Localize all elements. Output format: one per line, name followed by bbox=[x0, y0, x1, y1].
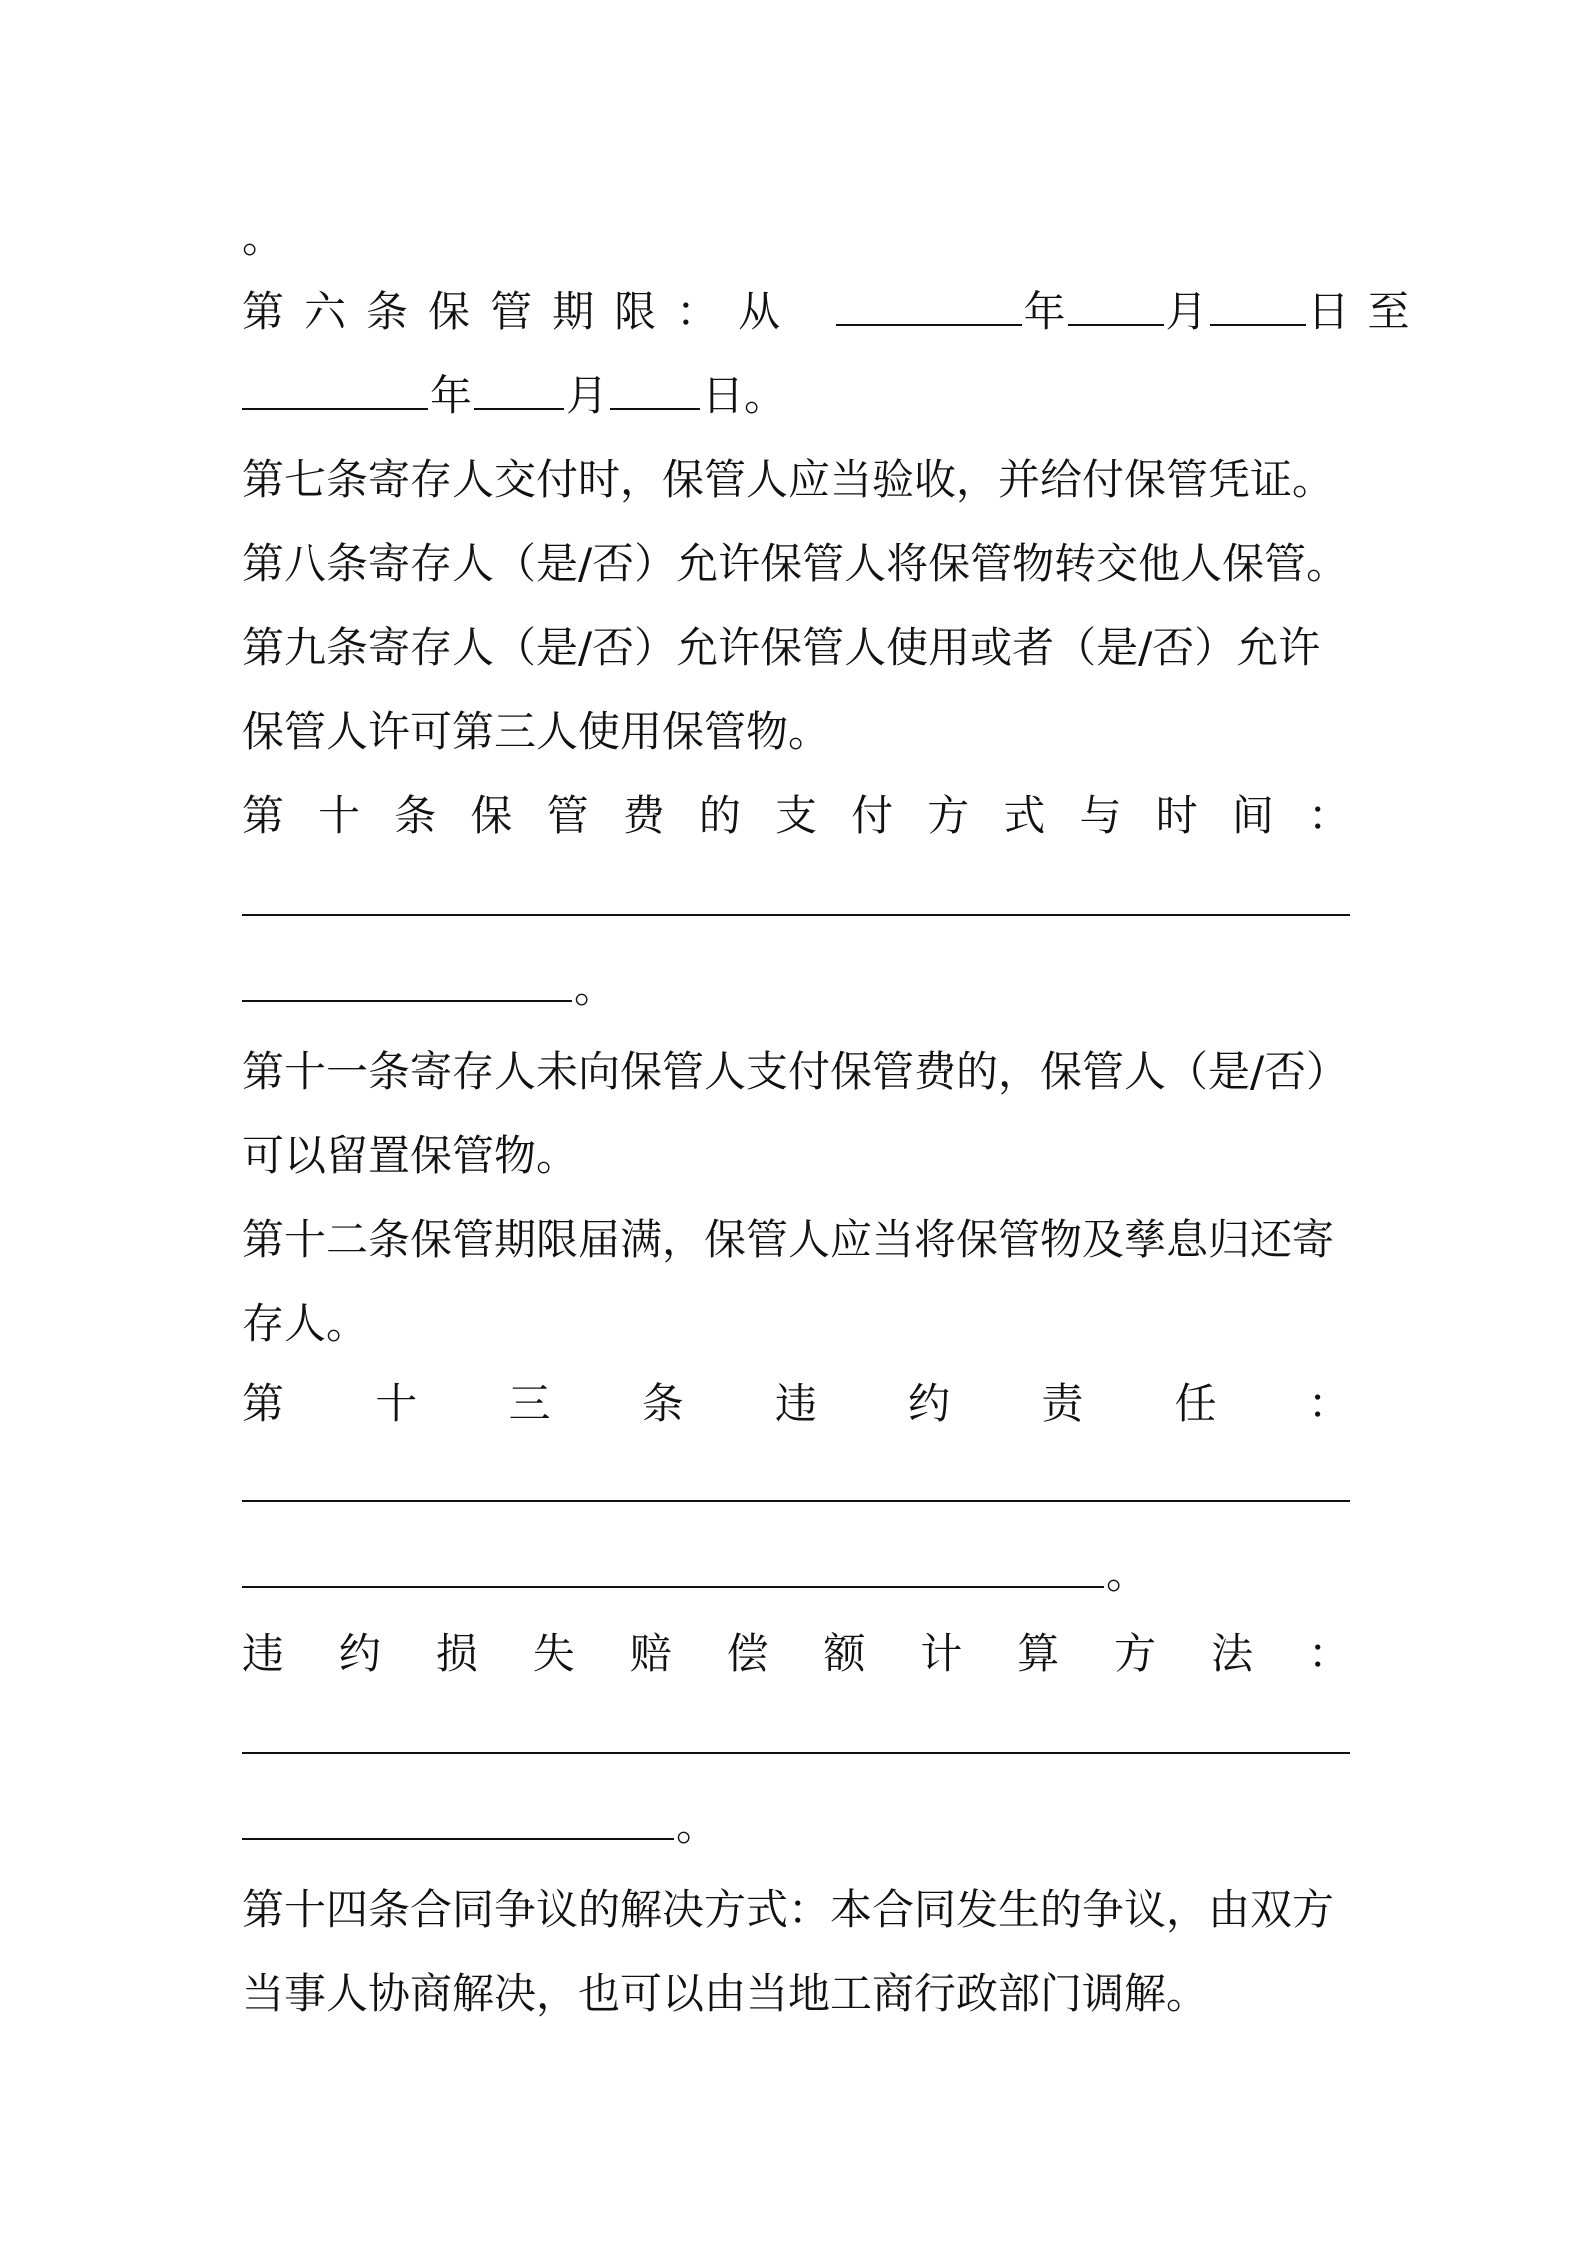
blank-month-to[interactable] bbox=[474, 356, 564, 410]
article-10-blank-line-1[interactable] bbox=[242, 862, 1350, 946]
article-14-line-2: 当事人协商解决，也可以由当地工商行政部门调解。 bbox=[242, 1969, 1209, 2018]
article-13-blank-line-1[interactable] bbox=[242, 1448, 1350, 1532]
damages-blank-line-1[interactable] bbox=[242, 1700, 1350, 1784]
article-12-line-2: 存人。 bbox=[242, 1299, 369, 1348]
blank-fill-line[interactable] bbox=[242, 1500, 1350, 1502]
blank-liability[interactable] bbox=[242, 1534, 1104, 1588]
article-13-heading: 第 十 三 条 违 约 责 任 ： bbox=[242, 1379, 1350, 1428]
article-6-line-2: 年 月 日。 bbox=[242, 354, 1350, 438]
blank-fill-line[interactable] bbox=[242, 914, 1350, 916]
article-9-line-2: 保管人许可第三人使用保管物。 bbox=[242, 707, 831, 756]
blank-fill-line[interactable] bbox=[242, 1752, 1350, 1754]
article-7: 第七条寄存人交付时，保管人应当验收，并给付保管凭证。 bbox=[242, 455, 1335, 504]
blank-month-from[interactable] bbox=[1068, 272, 1164, 326]
blank-year-to[interactable] bbox=[242, 356, 428, 410]
blank-damages[interactable] bbox=[242, 1786, 674, 1840]
article-10-heading: 第 十 条 保 管 费 的 支 付 方 式 与 时 间 ： bbox=[242, 791, 1350, 840]
blank-year-from[interactable] bbox=[836, 272, 1022, 326]
blank-day-from[interactable] bbox=[1210, 272, 1306, 326]
line-period: 。 bbox=[242, 213, 285, 262]
article-8: 第八条寄存人（是/否）允许保管人将保管物转交他人保管。 bbox=[242, 539, 1349, 588]
blank-payment[interactable] bbox=[242, 948, 572, 1002]
article-9-line-1: 第九条寄存人（是/否）允许保管人使用或者（是/否）允许 bbox=[242, 623, 1321, 672]
article-10-blank-line-2: 。 bbox=[242, 946, 1350, 1030]
article-11-line-1: 第十一条寄存人未向保管人支付保管费的，保管人（是/否） bbox=[242, 1047, 1349, 1096]
article-12-line-1: 第十二条保管期限届满，保管人应当将保管物及孳息归还寄 bbox=[242, 1215, 1335, 1264]
damages-heading: 违 约 损 失 赔 偿 额 计 算 方 法 ： bbox=[242, 1629, 1350, 1678]
article-14-line-1: 第十四条合同争议的解决方式：本合同发生的争议，由双方 bbox=[242, 1885, 1335, 1934]
damages-blank-line-2: 。 bbox=[242, 1784, 1350, 1868]
article-13-blank-line-2: 。 bbox=[242, 1532, 1350, 1616]
article-6-line-1: 第六条保管期限：从 年 月 日至 bbox=[242, 270, 1350, 354]
article-11-line-2: 可以留置保管物。 bbox=[242, 1131, 579, 1180]
blank-day-to[interactable] bbox=[610, 356, 700, 410]
